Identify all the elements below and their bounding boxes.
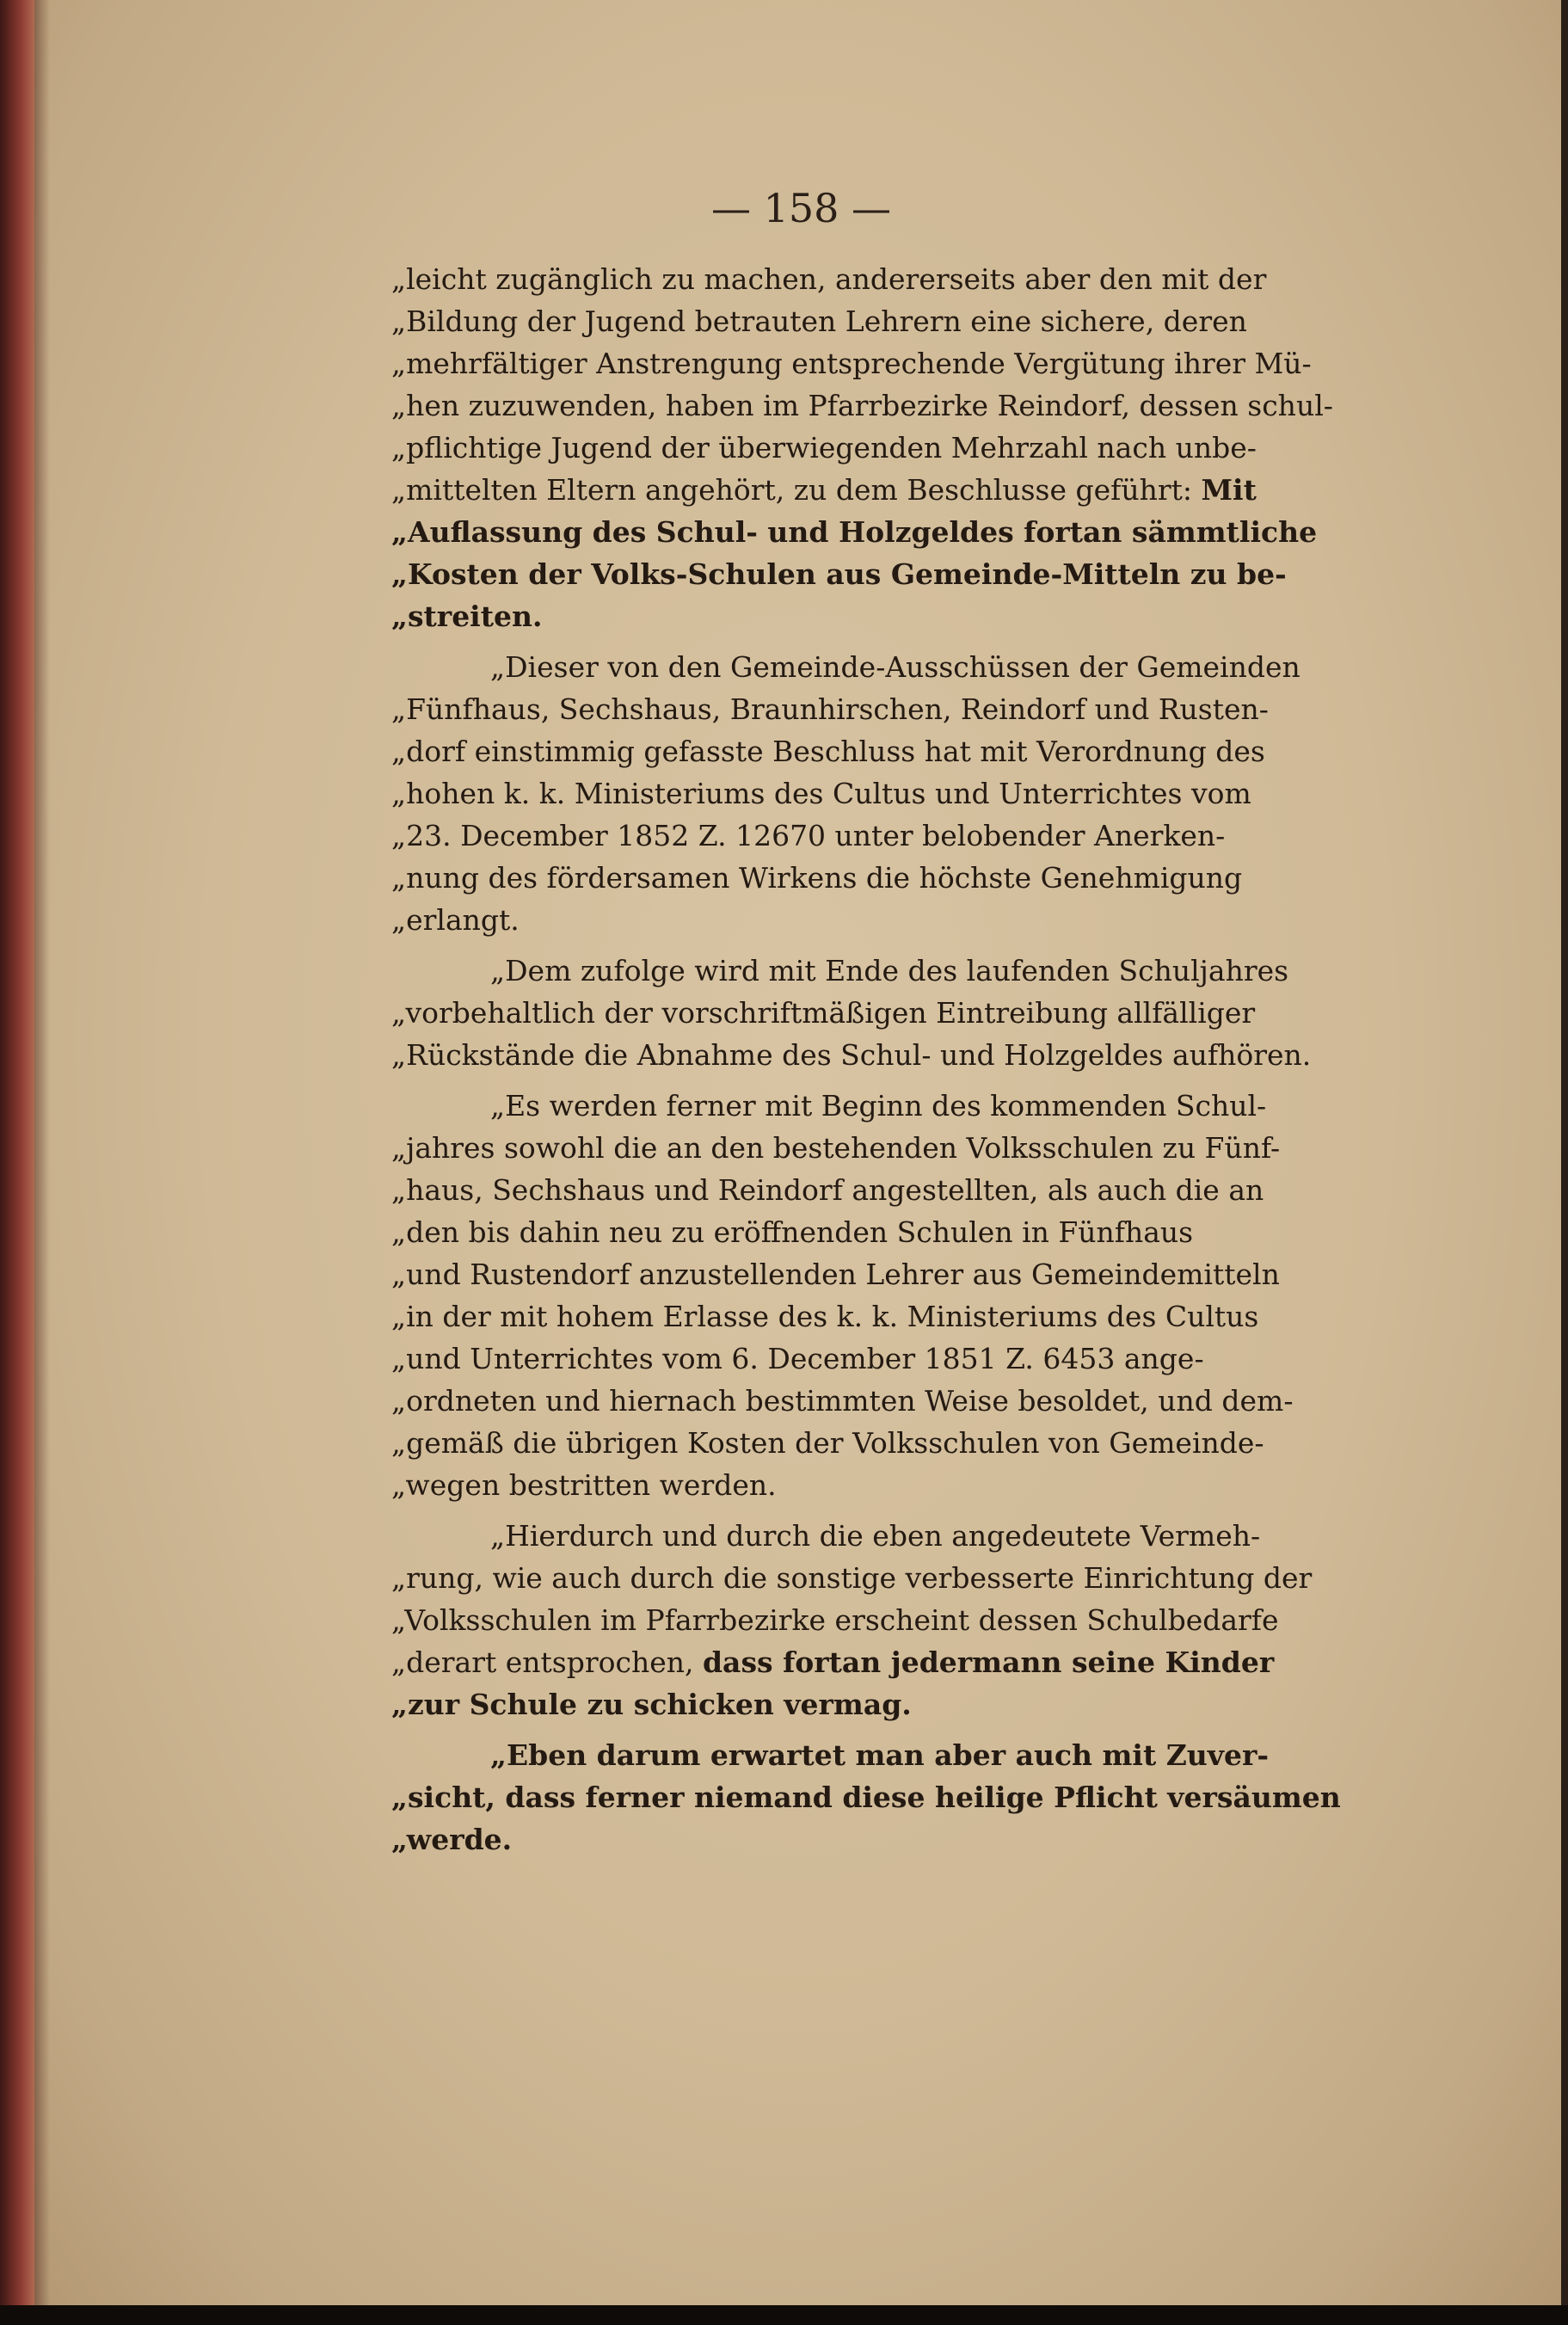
text-line: „pflichtige Jugend der überwiegenden Mehrzahl nach unbe-	[391, 431, 1257, 464]
bold-text-segment: Mit	[1201, 473, 1257, 507]
text-line: „den bis dahin neu zu eröffnenden Schulen in Fünfhaus	[391, 1215, 1194, 1249]
text-line: „Dem zufolge wird mit Ende des laufenden Schuljahres	[490, 954, 1289, 987]
paragraph-3	[391, 950, 1346, 1076]
paragraph-6	[391, 1734, 1346, 1861]
text-line: „erlangt.	[391, 903, 520, 937]
text-line: „nung des fördersamen Wirkens die höchste Genehmigung	[391, 861, 1243, 895]
text-line: „mehrfältiger Anstrengung entsprechende Vergütung ihrer Mü-	[391, 347, 1312, 380]
text-line: „Bildung der Jugend betrauten Lehrern eine sichere, deren	[391, 304, 1247, 338]
text-line: „hohen k. k. Ministeriums des Cultus und Unterrichtes vom	[391, 777, 1251, 810]
bold-text-segment: dass fortan jedermann seine Kinder	[702, 1645, 1275, 1679]
text-line: „hen zuzuwenden, haben im Pfarrbezirke Reindorf, dessen schul-	[391, 389, 1333, 422]
text-line: „vorbehaltlich der vorschriftmäßigen Eintreibung allfälliger	[391, 996, 1256, 1030]
scan-bottom-border	[0, 2305, 1568, 2325]
paragraph-5	[391, 1515, 1346, 1725]
bold-text-line: „Eben darum erwartet man aber auch mit Zuver-	[490, 1738, 1270, 1772]
text-line: „und Rustendorf anzustellenden Lehrer aus Gemeindemitteln	[391, 1258, 1280, 1291]
text-line: „Es werden ferner mit Beginn des kommenden Schul-	[490, 1089, 1267, 1123]
text-line: „haus, Sechshaus und Reindorf angestellten, als auch die an	[391, 1173, 1264, 1207]
paragraph-1	[391, 258, 1346, 637]
text-line: „jahres sowohl die an den bestehenden Volksschulen zu Fünf-	[391, 1131, 1281, 1165]
text-line: „gemäß die übrigen Kosten der Volksschulen von Gemeinde-	[391, 1426, 1264, 1460]
bold-text-line: „sicht, dass ferner niemand diese heilige Pflicht versäumen	[391, 1781, 1341, 1814]
text-line: „Rückstände die Abnahme des Schul- und Holzgeldes aufhören.	[391, 1038, 1312, 1072]
text-line: „ordneten und hiernach bestimmten Weise besoldet, und dem-	[391, 1384, 1294, 1418]
text-line: „und Unterrichtes vom 6. December 1851 Z. 6453 ange-	[391, 1342, 1204, 1375]
bold-text-line: „werde.	[391, 1823, 513, 1856]
text-line-with-bold-tail	[391, 469, 1346, 511]
text-line: „Volksschulen im Pfarrbezirke erscheint dessen Schulbedarfe	[391, 1603, 1279, 1637]
text-line: „Hierdurch und durch die eben angedeutete Vermeh-	[490, 1519, 1261, 1553]
text-line-mixed	[391, 1641, 1346, 1683]
bold-text-line: „Auflassung des Schul- und Holzgeldes fortan sämmtliche	[391, 515, 1318, 549]
book-spine-edge	[0, 0, 34, 2325]
text-segment: „mittelten Eltern angehört, zu dem Beschlusse geführt:	[391, 473, 1192, 507]
text-line: „Fünfhaus, Sechshaus, Braunhirschen, Reindorf und Rusten-	[391, 692, 1269, 726]
text-segment: „derart entsprochen,	[391, 1645, 694, 1679]
text-line: „23. December 1852 Z. 12670 unter belobender Anerken-	[391, 819, 1226, 852]
text-line: „in der mit hohem Erlasse des k. k. Ministeriums des Cultus	[391, 1300, 1259, 1333]
text-line: „leicht zugänglich zu machen, andererseits aber den mit der	[391, 262, 1267, 296]
text-line: „rung, wie auch durch die sonstige verbesserte Einrichtung der	[391, 1561, 1313, 1595]
page-gutter-shadow	[34, 0, 50, 2305]
bold-text-line: „streiten.	[391, 600, 543, 633]
page-text-body	[391, 258, 1346, 1869]
book-page	[34, 0, 1568, 2305]
text-line: „Dieser von den Gemeinde-Ausschüssen der Gemeinden	[490, 650, 1301, 684]
bold-text-line: „zur Schule zu schicken vermag.	[391, 1688, 912, 1721]
text-line: „dorf einstimmig gefasste Beschluss hat mit Verordnung des	[391, 735, 1265, 768]
paragraph-4	[391, 1085, 1346, 1506]
bold-text-line: „Kosten der Volks-Schulen aus Gemeinde-Mitteln zu be-	[391, 557, 1287, 591]
page-number: — 158 —	[710, 185, 892, 231]
paragraph-2	[391, 646, 1346, 941]
text-line: „wegen bestritten werden.	[391, 1468, 777, 1502]
